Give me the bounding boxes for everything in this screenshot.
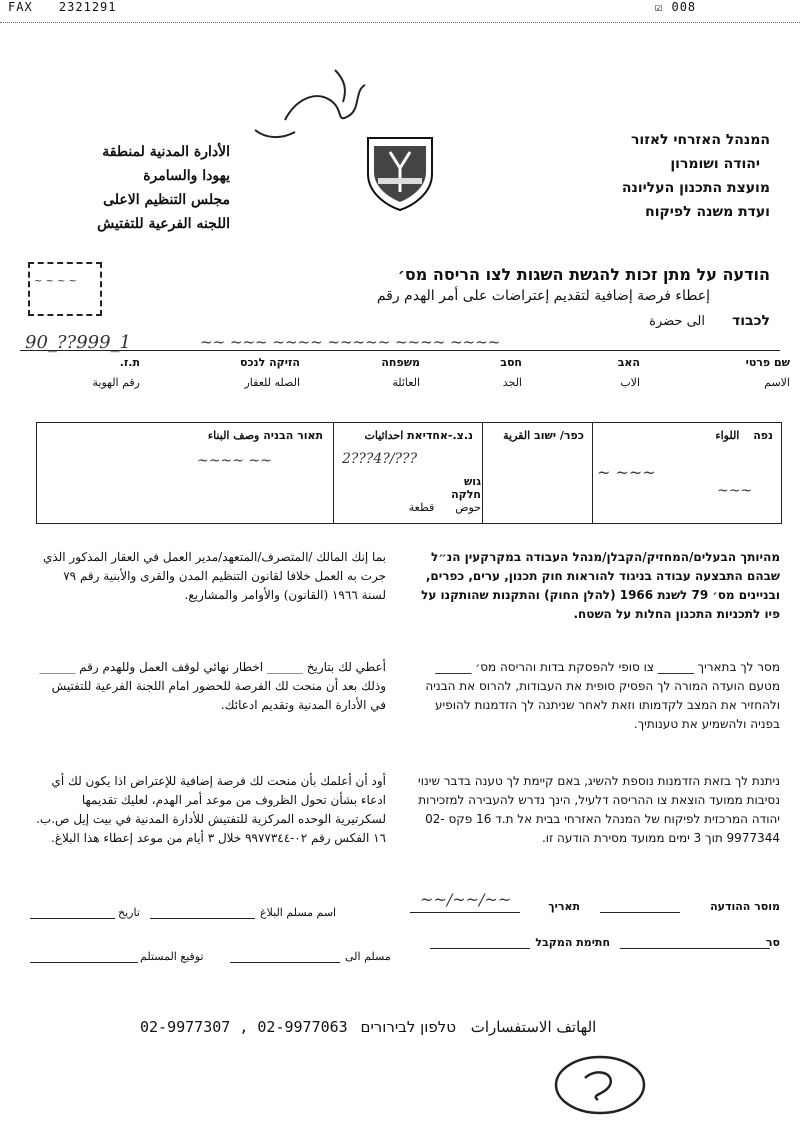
body-arabic-paragraph-3: أود أن أعلمك بأن منحت لك فرصة إضافية للإعتراض اذا يكون لك أي ادعاء بشأن تحول الظروف من موعد أمر الهدم، لعليك تقديمها لسكرتيرية الوحده المركزية للتفتيش للأدارة المدنية في بيت إيل ص.ب. ١٦ الفكس رقم ٠٢-٩٩٧٧٣٤٤ خلال ٣ أيام من موعد إعطاء هذا البلاغ. <box>36 774 386 845</box>
body-arabic-paragraph-2: أعطي لك بتاريخ ______ اخطار نهائي لوقف العمل وللهدم رقم ______ وذلك بعد أن منحت لك الفرصة للحضور امام اللجنة الفرعية للتفتيش في الأدارة المدنية وتقديم ادعائك. <box>39 660 386 712</box>
body-hebrew-paragraph-2: מסר לך בתאריך ______ צו סופי להפסקת בדות והריסה מס׳ ______ מטעם הועדה המורה לך הפסיק סופית את העבודות, להרוס את הבניה ולהחזיר את המצב לקדמותו וזאת לאחר שניתנה לך הזדמנות להופיע בפניה ולהשמיע את טענותיך. <box>425 660 780 731</box>
header-arabic-line: اللجنه الفرعية للتفتيش <box>97 216 230 232</box>
cell-coordinates: נ.צ.-אחדיאת احداثيات <box>364 429 473 442</box>
column-first-name: שם פרטי <box>745 356 790 369</box>
fax-page: ☑ 008 <box>655 0 697 14</box>
header-hebrew-line: יהודה ושומרון <box>670 156 760 172</box>
handwritten-names: ~~ ~~~ ~~~~ ~~~~~ ~~~~ ~~~~ <box>200 333 501 351</box>
handwritten-date: ~~/~~/~~ <box>420 890 512 909</box>
header-arabic-line: مجلس التنظيم الاعلى <box>103 192 230 208</box>
gush-helka: גוש חלקה حوض قطعة <box>408 475 481 514</box>
header-hebrew-line: ועדת משנה לפיקוח <box>645 204 770 220</box>
header-arabic-line: الأدارة المدنية لمنطقة <box>102 144 230 160</box>
header-arabic <box>10 140 230 236</box>
fax-number: 2321291 <box>58 0 117 14</box>
handwritten-circle-mark <box>550 1050 650 1120</box>
received-label-arabic: مسلم الى <box>345 950 391 963</box>
header-hebrew-line: מועצת התכנון העליונה <box>621 180 770 196</box>
column-father: האב <box>617 356 640 369</box>
addressee-label-hebrew: לכבוד <box>732 313 770 329</box>
date-label-hebrew: תאריך <box>548 900 580 913</box>
handwritten-scribble <box>235 60 375 150</box>
checkbox-icon: ☑ <box>655 0 664 14</box>
handwritten-description: ~~~~ ~~ <box>197 453 272 469</box>
location-table <box>36 422 782 524</box>
cell-district: נפה اللواء <box>715 429 773 442</box>
footer-phones: 02-9977307 , 02-9977063 <box>140 1018 348 1036</box>
column-relation: הזיקה לנכס <box>239 356 300 369</box>
note-label-hebrew: סר <box>765 936 780 949</box>
fax-label: FAX <box>8 0 33 14</box>
title-hebrew: הודעה על מתן זכות להגשת השגות לצו הריסה מס׳ <box>397 265 770 284</box>
column-grandfather: חסב <box>500 356 522 369</box>
receiver-sig-label-arabic: توقيع المستلم <box>140 950 204 963</box>
footer-label-hebrew: טלפון לבירורים <box>360 1018 456 1036</box>
title-arabic: إعطاء فرصة إضافية لتقديم إعتراضات على أمر الهدم رقم <box>376 288 710 304</box>
fax-header <box>8 0 117 14</box>
stamp-scribble: ~ ~ ~ ~ <box>34 276 78 287</box>
coordinates-value: 2???4?/??? <box>342 451 418 467</box>
date-label-arabic: تاريخ <box>118 906 140 919</box>
footer-contact <box>140 1018 780 1036</box>
handwritten-district: ~~~ <box>717 483 753 499</box>
body-hebrew-paragraph-3: ניתנת לך בזאת הזדמנות נוספת להשיג, באם קיימת לך טענה בדבר שינוי נסיבות ממועד הוצאת צו ההריסה דלעיל, הינך נדרש להעבירה למזכירות יהודה המרכזית לפיקוח של המנהל האזרחי בבית אל ת.ד 16 פקס 02-9977344 תוך 3 ימים ממועד מסירת הודעה זו. <box>418 774 780 845</box>
header-arabic-line: يهودا والسامرة <box>143 168 230 184</box>
deliverer-label-hebrew: מוסר ההודעה <box>710 900 780 913</box>
civil-administration-emblem-icon <box>360 132 440 212</box>
column-family: משפחה <box>381 356 420 369</box>
receiver-sig-label-hebrew: חתימת המקבל <box>535 936 610 949</box>
cell-village: כפר/ ישוב القرية <box>503 429 584 442</box>
cell-building-description: תאור הבניה وصف البناء <box>207 429 323 442</box>
id-number: 90_??999_1 <box>25 332 132 353</box>
column-id: ת.ז. <box>119 356 140 369</box>
body-arabic-paragraph-1: بما إنك المالك /المتصرف/المتعهد/مدير العمل في العقار المذكور الذي جرت به العمل خلافا لقانون التنظيم المدن والقرى والأبنية رقم ٧٩ لسنة ١٩٦٦ (القانون) والأوامر والمشاريع. <box>42 550 386 602</box>
stamp-box <box>28 262 102 316</box>
fax-divider <box>0 22 800 23</box>
addressee-label-arabic: الى حضرة <box>649 314 705 329</box>
header-hebrew <box>510 128 770 224</box>
header-hebrew-line: המנהל האזרחי לאזור <box>630 132 770 148</box>
footer-label-arabic: الهاتف الاستفسارات <box>470 1018 597 1036</box>
deliverer-label-arabic: اسم مسلم البلاغ <box>260 906 337 919</box>
body-hebrew-paragraph-1: מהיותך הבעלים/המחזיק/הקבלן/מנהל העבודה במקרקעין הנ״ל שבהם התבצעה עבודה בניגוד להוראות חוק תכנון, ערים, כפרים, ובניינים מס׳ 79 לשנת 1966 (להלן החוק) והתקנות שהותקנו על פיו לתכניות התכנון החלות על השטח. <box>421 550 780 621</box>
handwritten-village: ~ ~~~ <box>597 463 656 482</box>
